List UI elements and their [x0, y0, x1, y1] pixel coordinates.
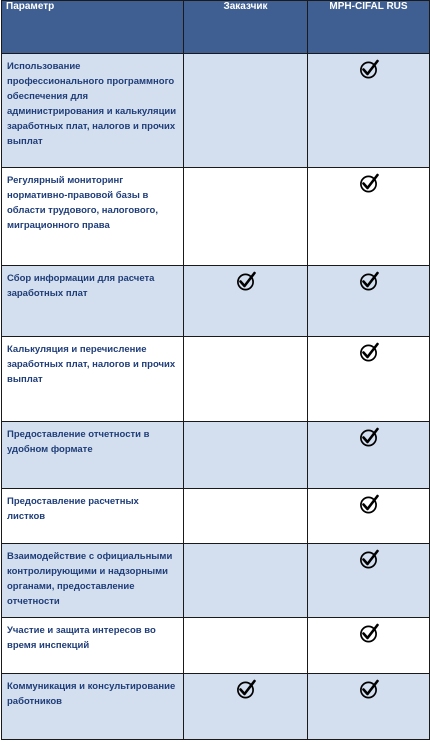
check-circle-icon: [236, 679, 256, 699]
row-parameter: Калькуляция и перечисление заработных плат, налогов и прочих выплат: [2, 337, 184, 422]
row-provider-cell: [308, 618, 430, 674]
row-parameter: Предоставление расчетных листков: [2, 489, 184, 544]
table-row: [2, 544, 430, 618]
check-circle-icon: [359, 494, 379, 514]
row-client-cell: [184, 489, 308, 544]
check-circle-icon: [359, 623, 379, 643]
row-parameter: Взаимодействие с официальными контролирующими и надзорными органами, предоставление отчетности: [2, 544, 184, 618]
row-parameter: Участие и защита интересов во время инспекций: [2, 618, 184, 674]
header-provider: МРН-CIFAL RUS: [308, 1, 430, 54]
row-client-cell: [184, 618, 308, 674]
check-circle-icon: [236, 271, 256, 291]
check-circle-icon: [359, 342, 379, 362]
check-circle-icon: [359, 271, 379, 291]
check-circle-icon: [359, 549, 379, 569]
check-circle-icon: [359, 427, 379, 447]
row-client-cell: [184, 422, 308, 489]
table-row: [2, 674, 430, 740]
row-parameter: Регулярный мониторинг нормативно-правовой базы в области трудового, налогового, миграционного права: [2, 168, 184, 266]
row-provider-cell: [308, 544, 430, 618]
row-parameter: Сбор информации для расчета заработных плат: [2, 266, 184, 337]
responsibility-table: [1, 0, 430, 740]
row-client-cell: [184, 266, 308, 337]
row-client-cell: [184, 54, 308, 168]
check-circle-icon: [359, 679, 379, 699]
header-client: Заказчик: [184, 1, 308, 54]
row-provider-cell: [308, 266, 430, 337]
row-parameter: Коммуникация и консультирование работников: [2, 674, 184, 740]
row-provider-cell: [308, 54, 430, 168]
table-row: [2, 168, 430, 266]
row-parameter: Использование профессионального программного обеспечения для администрирования и калькуляции заработных плат, налогов и прочих выплат: [2, 54, 184, 168]
row-client-cell: [184, 168, 308, 266]
check-circle-icon: [359, 173, 379, 193]
table-row: [2, 489, 430, 544]
row-client-cell: [184, 544, 308, 618]
row-provider-cell: [308, 674, 430, 740]
table-row: [2, 337, 430, 422]
table-row: [2, 54, 430, 168]
header-row: [2, 1, 430, 54]
table-row: [2, 266, 430, 337]
row-client-cell: [184, 337, 308, 422]
header-parameter: Параметр: [2, 1, 184, 54]
row-provider-cell: [308, 489, 430, 544]
table-body: [2, 54, 430, 740]
row-client-cell: [184, 674, 308, 740]
row-parameter: Предоставление отчетности в удобном формате: [2, 422, 184, 489]
table-row: [2, 422, 430, 489]
table-header: [2, 1, 430, 54]
row-provider-cell: [308, 337, 430, 422]
table-row: [2, 618, 430, 674]
check-circle-icon: [359, 59, 379, 79]
row-provider-cell: [308, 422, 430, 489]
row-provider-cell: [308, 168, 430, 266]
